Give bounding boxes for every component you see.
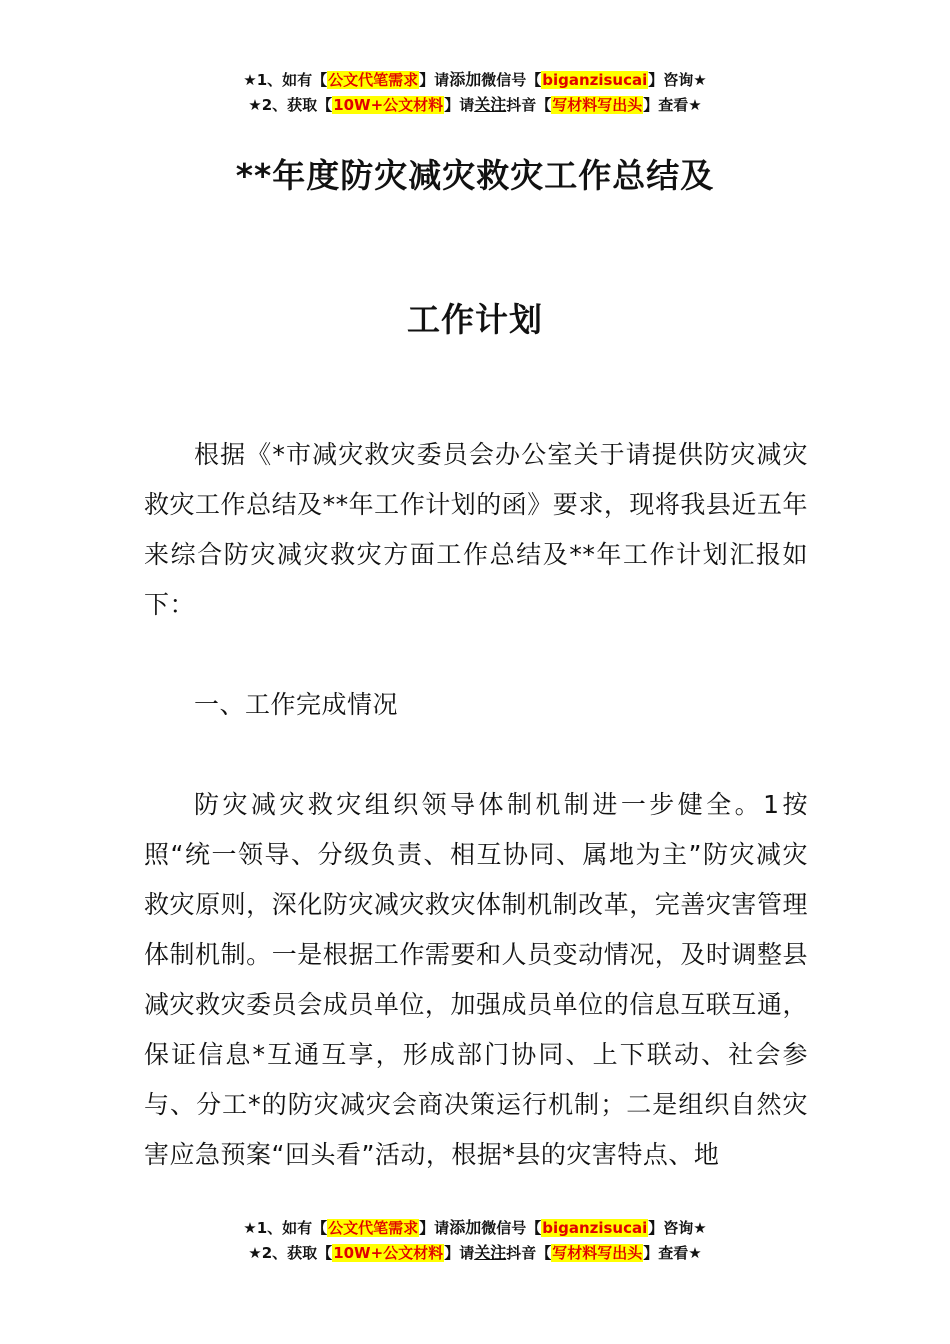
promo-text: 微信号【 [481,1219,542,1237]
promo-highlight: 公文代笔需求 [328,71,419,89]
promo-emphasis: 添加 [449,1218,482,1237]
promo-emphasis: 关注 [474,95,507,114]
promo-text: 】请 [419,1219,450,1237]
promo-highlight: 10W+公文材料 [333,1244,444,1262]
promo-highlight: 10W+公文材料 [333,96,444,114]
promo-text: 】咨询★ [648,71,707,89]
promo-text: 】请 [444,96,475,114]
promo-highlight-douyin: 写材料写出头 [552,1244,643,1262]
promo-text: ★1、如有【 [243,1219,328,1237]
document-title-line-2: 工作计划 [407,300,543,339]
promo-text: 】咨询★ [648,1219,707,1237]
promo-line-1 [0,1216,950,1241]
promo-text: 抖音【 [506,96,552,114]
promo-text: ★2、获取【 [248,1244,333,1262]
promo-line-2 [0,1241,950,1266]
promo-highlight-wechat: biganzisucai [542,1219,648,1237]
promo-text: ★1、如有【 [243,71,328,89]
promo-highlight-wechat: biganzisucai [542,71,648,89]
promo-text: 微信号【 [481,71,542,89]
body-paragraph: 防灾减灾救灾组织领导体制机制进一步健全。1按照“统一领导、分级负责、相互协同、属地为主”防灾减灾救灾原则，深化防灾减灾救灾体制机制改革，完善灾害管理体制机制。一是根据工作需要和人员变动情况，及时调整县减灾救灾委员会成员单位，加强成员单位的信息互联互通，保证信息*互通互享，形成部门协同、上下联动、社会参与、分工*的防灾减灾会商决策运行机制；二是组织自然灾害应急预案“回头看”活动，根据*县的灾害特点、地 [144,790,808,1169]
footer-promo-banner [0,1216,950,1266]
promo-line-1 [0,68,950,93]
promo-text: 】请 [419,71,450,89]
promo-text: 】请 [444,1244,475,1262]
promo-highlight: 公文代笔需求 [328,1219,419,1237]
promo-text: 】查看★ [643,96,702,114]
promo-text: ★2、获取【 [248,96,333,114]
document-title-line-1: **年度防灾减灾救灾工作总结及 [235,156,715,195]
header-promo-banner [0,68,950,118]
intro-paragraph: 根据《*市减灾救灾委员会办公室关于请提供防灾减灾救灾工作总结及**年工作计划的函》要求，现将我县近五年来综合防灾减灾救灾方面工作总结及**年工作计划汇报如下： [144,440,808,619]
promo-emphasis: 添加 [449,70,482,89]
section-heading: 一、工作完成情况 [194,690,399,719]
promo-line-2 [0,93,950,118]
promo-emphasis: 关注 [474,1243,507,1262]
promo-text: 抖音【 [506,1244,552,1262]
promo-text: 】查看★ [643,1244,702,1262]
promo-highlight-douyin: 写材料写出头 [552,96,643,114]
